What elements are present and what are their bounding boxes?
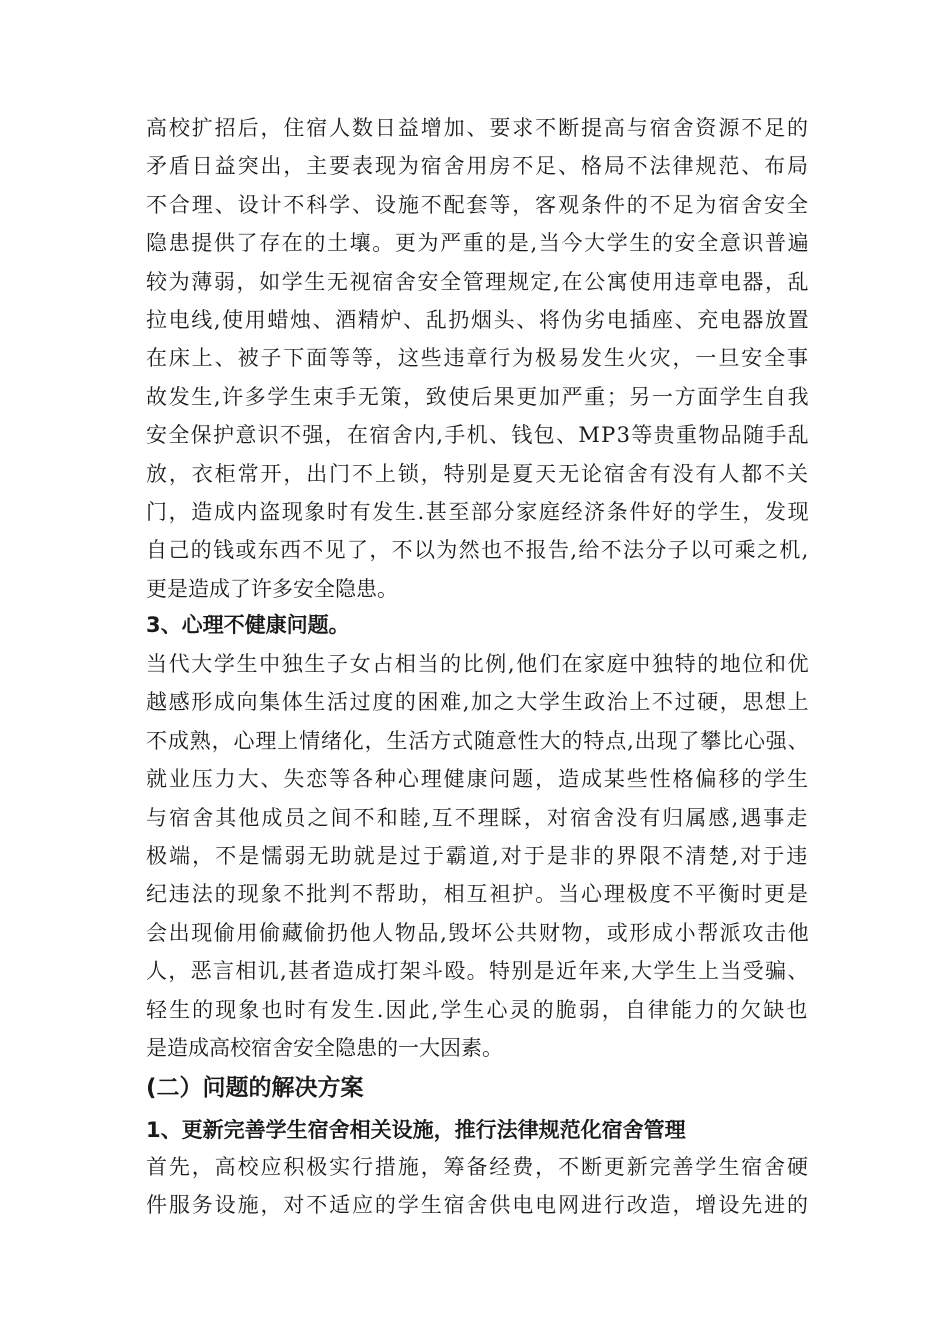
paragraph-line: 拉电线,使用蜡烛、酒精炉、乱扔烟头、将伪劣电插座、充电器放置 <box>146 308 811 332</box>
paragraph-line: 放，衣柜常开，出门不上锁，特别是夏天无论宿舍有没有人都不关 <box>146 462 810 486</box>
paragraph-line: 件服务设施，对不适应的学生宿舍供电电网进行改造，增设先进的 <box>146 1193 810 1217</box>
paragraph-line: 故发生,许多学生束手无策，致使后果更加严重；另一方面学生自我 <box>146 385 811 409</box>
paragraph-line: 与宿舍其他成员之间不和睦,互不理睬，对宿舍没有归属感,遇事走 <box>146 806 810 830</box>
paragraph-line: 安全保护意识不强，在宿舍内,手机、钱包、MP3等贵重物品随手乱 <box>146 423 810 447</box>
document-body <box>146 0 816 1344</box>
paragraph-line: 首先，高校应积极实行措施，筹备经费，不断更新完善学生宿舍硬 <box>146 1155 810 1179</box>
section-subheading: 3、心理不健康问题。 <box>146 613 350 637</box>
section-subheading: 1、更新完善学生宿舍相关设施，推行法律规范化宿舍管理 <box>146 1118 686 1142</box>
paragraph-line: 纪违法的现象不批判不帮助，相互袒护。当心理极度不平衡时更是 <box>146 882 810 906</box>
paragraph-line: 极端，不是懦弱无助就是过于霸道,对于是非的界限不清楚,对于违 <box>146 844 810 868</box>
paragraph-line: 在床上、被子下面等等，这些违章行为极易发生火灾，一旦安全事 <box>146 346 810 370</box>
paragraph-line: 不合理、设计不科学、设施不配套等，客观条件的不足为宿舍安全 <box>146 193 810 217</box>
paragraph-line: 是造成高校宿舍安全隐患的一大因素。 <box>146 1036 503 1060</box>
paragraph-line: 门，造成内盗现象时有发生.甚至部分家庭经济条件好的学生，发现 <box>146 500 811 524</box>
paragraph-line: 会出现偷用偷藏偷扔他人物品,毁坏公共财物，或形成小帮派攻击他 <box>146 921 811 945</box>
paragraph-line: 人，恶言相讥,甚者造成打架斗殴。特别是近年来,大学生上当受骗、 <box>146 959 810 983</box>
paragraph-line: 不成熟，心理上情绪化，生活方式随意性大的特点,出现了攀比心强、 <box>146 729 810 753</box>
paragraph-line: 当代大学生中独生子女占相当的比例,他们在家庭中独特的地位和优 <box>146 652 811 676</box>
section-heading: (二）问题的解决方案 <box>146 1075 364 1101</box>
paragraph-line: 更是造成了许多安全隐患。 <box>146 577 398 601</box>
paragraph-line: 轻生的现象也时有发生.因此,学生心灵的脆弱，自律能力的欠缺也 <box>146 998 810 1022</box>
paragraph-line: 隐患提供了存在的土壤。更为严重的是,当今大学生的安全意识普遍 <box>146 231 811 255</box>
paragraph-line: 高校扩招后，住宿人数日益增加、要求不断提高与宿舍资源不足的 <box>146 116 810 140</box>
paragraph-line: 较为薄弱，如学生无视宿舍安全管理规定,在公寓使用违章电器，乱 <box>146 270 811 294</box>
paragraph-line: 矛盾日益突出，主要表现为宿舍用房不足、格局不法律规范、布局 <box>146 154 810 178</box>
paragraph-line: 自己的钱或东西不见了，不以为然也不报告,给不法分子以可乘之机, <box>146 538 810 562</box>
paragraph-line: 越感形成向集体生活过度的困难,加之大学生政治上不过硬，思想上 <box>146 690 811 714</box>
paragraph-line: 就业压力大、失恋等各种心理健康问题，造成某些性格偏移的学生 <box>146 767 810 791</box>
